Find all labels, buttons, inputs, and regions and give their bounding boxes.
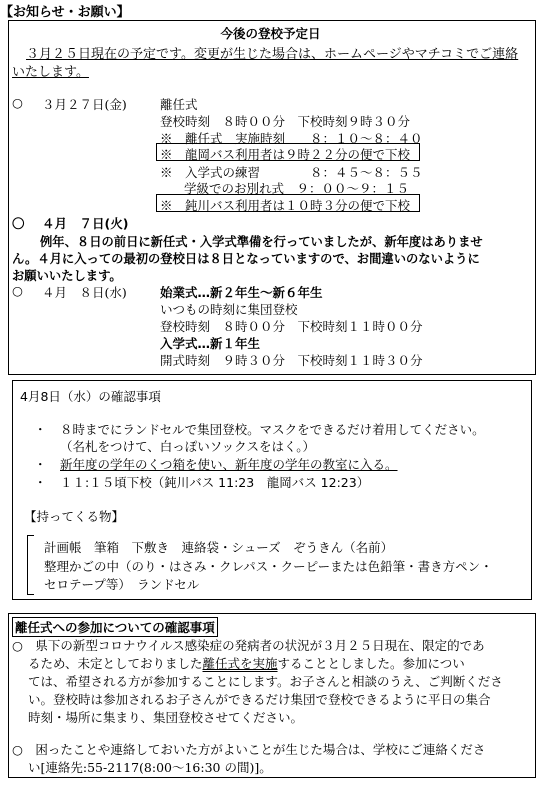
day3-line-3: 登校時刻 ８時００分 下校時刻１１時００分 bbox=[160, 319, 423, 334]
day1-remark-2: ※ 龍岡バス利用者は９時２２分の便で下校 bbox=[160, 147, 411, 162]
notice-header: 【お知らせ・お願い】 bbox=[0, 5, 130, 20]
day1-remark-3: ※ 入学式の練習 ８：４５～８：５５ bbox=[160, 165, 423, 180]
farewell-p2-line-2: い[連絡先:55-2117(8:00～16:30 の間)]。 bbox=[28, 760, 272, 775]
day1-event: 離任式 bbox=[160, 97, 198, 112]
day1-remark-1: ※ 離任式 実施時刻 ８：１０～８：４０ bbox=[160, 131, 423, 146]
day3-line-2: いつもの時刻に集団登校 bbox=[160, 302, 298, 317]
day1-time: 登校時刻 ８時００分 下校時刻９時３０分 bbox=[160, 114, 411, 129]
day3-line-5: 開式時刻 ９時３０分 下校時刻１１時３０分 bbox=[160, 353, 423, 368]
day2-text-3: お願いいたします。 bbox=[12, 269, 122, 283]
day2-text-2: ん。４月に入っての最初の登校日は８日となっていますので、お間違いのないように bbox=[12, 252, 480, 266]
farewell-title: 離任式への参加についての確認事項 bbox=[12, 617, 218, 637]
bring-title: 【持ってくる物】 bbox=[24, 509, 125, 524]
farewell-p1-line-4: い。登校時は参加されるお子さんができるだけ集団で登校できるように平日の集合 bbox=[28, 692, 491, 707]
day2-mark: 〇 bbox=[12, 216, 25, 231]
bring-line-1: 計画帳 筆箱 下敷き 連絡袋・シューズ ぞうきん（名前） bbox=[44, 540, 394, 555]
confirm-bullet-2: ・ bbox=[34, 457, 47, 472]
confirm-item-2: 新年度の学年のくつ箱を使い、新年度の学年の教室に入る。 bbox=[60, 457, 398, 472]
confirm-bullet-1: ・ bbox=[34, 422, 47, 437]
day3-date: ４月 ８日(水) bbox=[42, 285, 127, 300]
confirm-bullet-3: ・ bbox=[34, 475, 47, 490]
bring-bracket bbox=[27, 535, 34, 595]
farewell-p1-line-1: ○ 県下の新型コロナウイルス感染症の発病者の状況が３月２５日現在、限定的であ bbox=[12, 638, 485, 653]
confirm-item-1-note: （名札をつけて、白っぽいソックスをはく。） bbox=[60, 439, 316, 454]
confirm-item-3: １１:１５頃下校（鈍川バス 11:23 龍岡バス 12:23） bbox=[60, 475, 370, 490]
farewell-p2-line-1: ○ 困ったことや連絡しておいた方がよいことが生じた場合は、学校にご連絡くださ bbox=[12, 742, 486, 757]
day3-line-1: 始業式…新２年生～新６年生 bbox=[160, 285, 323, 300]
confirm-item-1: ８時までにランドセルで集団登校。マスクをできるだけ着用してください。 bbox=[60, 422, 485, 437]
day1-date: ３月２７日(金) bbox=[42, 97, 127, 112]
farewell-p1-line-3: ては、希望される方が参加することにします。お子さんと相談のうえ、ご判断くださ bbox=[28, 674, 503, 689]
schedule-intro-2: いたします。 bbox=[12, 65, 89, 80]
day3-line-4: 入学式…新１年生 bbox=[160, 336, 261, 351]
day2-date: ４月 ７日(火) bbox=[42, 216, 129, 231]
bring-line-2: 整理かごの中（のり・はさみ・クレパス・クーピーまたは色鉛筆・書き方ペン・ bbox=[44, 559, 493, 574]
farewell-p1-line-2: るため、未定としておりました離任式を実施することとしました。参加につい bbox=[28, 656, 465, 671]
day1-remark-4: 学級でのお別れ式 ９：００～９：１５ bbox=[184, 181, 410, 196]
farewell-p1-line-5: 時刻・場所に集まり、集団登校させてください。 bbox=[28, 710, 304, 725]
bring-line-3: セロテープ等） ランドセル bbox=[44, 577, 200, 592]
day3-mark: ○ bbox=[12, 283, 23, 298]
day1-mark: ○ bbox=[12, 95, 23, 110]
day1-remark-5: ※ 鈍川バス利用者は１０時３分の便で下校 bbox=[160, 198, 411, 213]
schedule-intro: ３月２５日現在の予定です。変更が生じた場合は、ホームページやマチコミでご連絡 bbox=[26, 47, 519, 62]
schedule-title: 今後の登校予定日 bbox=[220, 26, 321, 41]
day2-text-1: 例年、８日の前日に新任式・入学式準備を行っていましたが、新年度はありませ bbox=[40, 235, 483, 249]
confirm-title: 4月8日（水）の確認事項 bbox=[20, 389, 161, 404]
